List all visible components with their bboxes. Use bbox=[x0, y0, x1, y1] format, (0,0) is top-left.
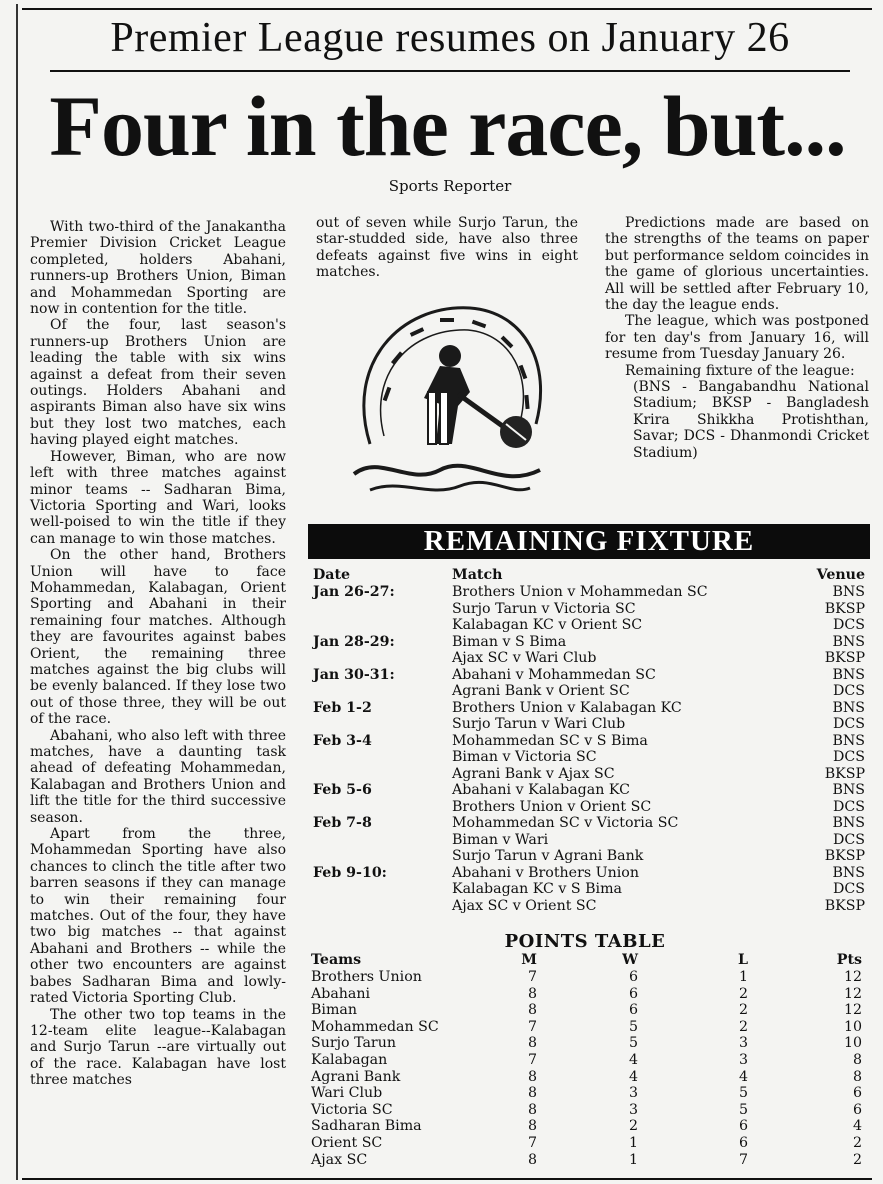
points-l: 3 bbox=[738, 1035, 748, 1052]
fixture-header-match: Match bbox=[452, 567, 503, 583]
points-pts: 10 bbox=[843, 1035, 862, 1052]
fixture-match: Agrani Bank v Ajax SC bbox=[452, 765, 615, 782]
points-w: 5 bbox=[628, 1018, 638, 1035]
fixture-match: Biman v Victoria SC bbox=[452, 749, 597, 765]
fixture-venue: DCS bbox=[833, 617, 865, 633]
league-logo bbox=[340, 294, 556, 504]
fixture-match: Kalabagan KC v S Bima bbox=[452, 881, 622, 897]
cricket-logo-icon bbox=[340, 294, 556, 504]
points-w: 6 bbox=[628, 1002, 638, 1019]
fixture-venue: BKSP bbox=[824, 600, 865, 617]
fixture-date: Feb 9-10: bbox=[313, 864, 387, 881]
fixture-match: Kalabagan KC v Orient SC bbox=[452, 617, 643, 633]
points-m: 7 bbox=[527, 1135, 537, 1151]
points-l: 2 bbox=[738, 1018, 748, 1035]
fixture-match: Surjo Tarun v Wari Club bbox=[452, 716, 626, 732]
points-m: 8 bbox=[527, 1101, 537, 1118]
fixture-venue: DCS bbox=[833, 798, 865, 815]
fixture-header-venue: Venue bbox=[816, 567, 865, 583]
points-w: 6 bbox=[628, 985, 638, 1002]
fixture-date: Jan 26-27: bbox=[313, 584, 395, 600]
paragraph: The other two top teams in the 12-team elite league--Kalabagan and Surjo Tarun --are virtually out of the race. Kalabagan have lost three matches bbox=[30, 1006, 286, 1089]
fixture-match: Mohammedan SC v Victoria SC bbox=[452, 815, 679, 831]
points-pts: 6 bbox=[852, 1085, 862, 1102]
points-pts: 4 bbox=[852, 1118, 862, 1135]
left-border-rule bbox=[16, 4, 18, 1180]
fixture-venue: BKSP bbox=[824, 765, 865, 782]
points-pts: 12 bbox=[843, 969, 862, 985]
points-team: Mohammedan SC bbox=[311, 1018, 439, 1035]
points-w: 4 bbox=[628, 1068, 638, 1085]
fixture-match: Abahani v Mohammedan SC bbox=[452, 666, 656, 683]
points-l: 5 bbox=[738, 1085, 748, 1102]
body-column-1 bbox=[30, 219, 286, 1089]
points-table-title: POINTS TABLE bbox=[504, 931, 666, 952]
points-team: Ajax SC bbox=[311, 1151, 368, 1168]
fixture-date: Feb 3-4 bbox=[313, 732, 372, 749]
fixture-date: Feb 1-2 bbox=[313, 699, 372, 716]
points-w: 5 bbox=[628, 1035, 638, 1052]
fixture-venue: DCS bbox=[833, 716, 865, 732]
paragraph: Abahani, who also left with three matches, have a daunting task ahead of defeating Mohammedan, Kalabagan and Brothers Union and lift the title for the third successive season. bbox=[30, 727, 286, 826]
points-team: Abahani bbox=[311, 985, 371, 1002]
points-m: 8 bbox=[527, 1035, 537, 1052]
fixture-venue: BNS bbox=[832, 864, 865, 881]
points-team: Agrani Bank bbox=[311, 1068, 401, 1085]
points-pts: 8 bbox=[852, 1068, 862, 1085]
fixture-date: Feb 7-8 bbox=[313, 815, 372, 831]
fixture-venue: BNS bbox=[832, 815, 865, 831]
fixture-match: Surjo Tarun v Agrani Bank bbox=[452, 848, 644, 864]
points-header-team: Teams bbox=[311, 952, 362, 968]
points-l: 3 bbox=[738, 1052, 748, 1068]
fixture-match: Agrani Bank v Orient SC bbox=[452, 683, 630, 699]
article-kicker: Premier League resumes on January 26 bbox=[110, 15, 790, 61]
points-team: Brothers Union bbox=[311, 969, 422, 985]
fixture-header-date: Date bbox=[313, 567, 351, 583]
paragraph: With two-third of the Janakantha Premier Division Cricket League completed, holders Abahani, runners-up Brothers Union, Biman and Mohammedan Sporting are now in contention for the title. bbox=[30, 219, 286, 318]
fixture-venue: BNS bbox=[832, 782, 865, 798]
fixture-venue: BNS bbox=[832, 633, 865, 650]
fixture-venue: BNS bbox=[832, 699, 865, 716]
paragraph: Predictions made are based on the strengths of the teams on paper but performance seldom coincides in the game of glorious uncertainties. All will be settled after February 10, the day the league ends. bbox=[605, 215, 869, 314]
points-l: 5 bbox=[738, 1101, 748, 1118]
fixture-venue: DCS bbox=[833, 881, 865, 897]
article-headline: Four in the race, but... bbox=[49, 78, 846, 174]
points-l: 7 bbox=[738, 1151, 748, 1168]
article-byline: Sports Reporter bbox=[388, 177, 512, 195]
points-l: 6 bbox=[738, 1135, 748, 1151]
fixture-venue: DCS bbox=[833, 683, 865, 699]
points-l: 2 bbox=[738, 1002, 748, 1019]
fixture-match: Mohammedan SC v S Bima bbox=[452, 732, 648, 749]
points-m: 7 bbox=[527, 969, 537, 985]
fixture-date: Feb 5-6 bbox=[313, 782, 372, 798]
fixture-venue: BKSP bbox=[824, 848, 865, 864]
points-m: 7 bbox=[527, 1052, 537, 1068]
paragraph: Apart from the three, Mohammedan Sporting have also chances to clinch the title after two barren seasons if they can manage to win their remaining four matches. Out of the four, they have two big matches -- that against Abahani and Brothers -- while the other two encounters are against babes Sadharan Bima and lowly-rated Victoria Sporting Club. bbox=[30, 826, 286, 1007]
points-header-w: W bbox=[622, 952, 638, 968]
points-header-pts: Pts bbox=[836, 952, 862, 968]
fixture-date: Jan 30-31: bbox=[313, 666, 395, 683]
points-pts: 2 bbox=[852, 1151, 862, 1168]
points-m: 8 bbox=[527, 1002, 537, 1019]
points-w: 1 bbox=[628, 1135, 638, 1151]
body-column-2 bbox=[316, 215, 578, 281]
points-m: 8 bbox=[527, 1118, 537, 1135]
points-team: Sadharan Bima bbox=[311, 1118, 422, 1135]
points-w: 4 bbox=[628, 1052, 638, 1068]
points-w: 1 bbox=[628, 1151, 638, 1168]
paragraph: out of seven while Surjo Tarun, the star-studded side, have also three defeats against five wins in eight matches. bbox=[316, 215, 578, 281]
points-l: 6 bbox=[738, 1118, 748, 1135]
fixture-venue: BNS bbox=[832, 584, 865, 600]
points-pts: 6 bbox=[852, 1101, 862, 1118]
points-l: 4 bbox=[738, 1068, 748, 1085]
fixture-match: Abahani v Kalabagan KC bbox=[452, 782, 630, 798]
points-pts: 8 bbox=[852, 1052, 862, 1068]
points-pts: 12 bbox=[843, 1002, 862, 1019]
fixture-banner: REMAINING FIXTURE bbox=[308, 524, 870, 559]
points-m: 7 bbox=[527, 1018, 537, 1035]
paragraph: On the other hand, Brothers Union will have to face Mohammedan, Kalabagan, Orient Sporting and Abahani in their remaining four matches. Although they are favourites against babes Orient, the remaining three matches against the big clubs will be evenly balanced. If they lose two out of those three, they will be out of the race. bbox=[30, 547, 286, 728]
points-team: Kalabagan bbox=[311, 1052, 388, 1068]
fixture-venue: BKSP bbox=[824, 897, 865, 914]
body-column-3 bbox=[605, 215, 869, 461]
fixture-match: Abahani v Brothers Union bbox=[452, 864, 639, 881]
paragraph: Remaining fixture of the league: bbox=[625, 362, 855, 379]
bottom-rule bbox=[22, 1178, 872, 1180]
points-w: 2 bbox=[628, 1118, 638, 1135]
fixture-match: Brothers Union v Orient SC bbox=[452, 798, 652, 815]
paragraph: Of the four, last season's runners-up Brothers Union are leading the table with six wins against a defeat from their seven outings. Holders Abahani and aspirants Biman also have six wins but they lost two matches, each having played eight matches. bbox=[30, 317, 286, 449]
fixture-match: Biman v Wari bbox=[452, 831, 549, 848]
fixture-match: Biman v S Bima bbox=[452, 633, 567, 650]
kicker-underline bbox=[50, 70, 850, 72]
points-m: 8 bbox=[527, 985, 537, 1002]
points-pts: 12 bbox=[843, 985, 862, 1002]
points-team: Orient SC bbox=[311, 1135, 383, 1151]
fixture-venue: BNS bbox=[832, 732, 865, 749]
points-header-l: L bbox=[738, 952, 748, 968]
fixture-venue: DCS bbox=[833, 831, 865, 848]
points-pts: 2 bbox=[852, 1135, 862, 1151]
fixture-match: Surjo Tarun v Victoria SC bbox=[452, 600, 636, 617]
fixture-venue: DCS bbox=[833, 749, 865, 765]
fixture-venue: BKSP bbox=[824, 650, 865, 666]
points-w: 6 bbox=[628, 969, 638, 985]
points-team: Biman bbox=[311, 1002, 358, 1019]
fixture-match: Ajax SC v Orient SC bbox=[452, 897, 597, 914]
points-w: 3 bbox=[628, 1085, 638, 1102]
points-m: 8 bbox=[527, 1068, 537, 1085]
points-pts: 10 bbox=[843, 1018, 862, 1035]
points-team: Surjo Tarun bbox=[311, 1035, 396, 1052]
points-m: 8 bbox=[527, 1151, 537, 1168]
points-team: Victoria SC bbox=[311, 1101, 393, 1118]
points-team: Wari Club bbox=[311, 1085, 383, 1102]
fixture-venue: BNS bbox=[832, 666, 865, 683]
paragraph: The league, which was postponed for ten day's from January 16, will resume from Tuesday January 26. bbox=[605, 313, 869, 363]
points-header-m: M bbox=[521, 952, 537, 968]
points-m: 8 bbox=[527, 1085, 537, 1102]
fixture-match: Brothers Union v Kalabagan KC bbox=[452, 699, 682, 716]
fixture-date: Jan 28-29: bbox=[313, 633, 395, 650]
venue-key: (BNS - Bangabandhu National Stadium; BKSP - Bangladesh Krira Shikkha Protishthan, Savar; DCS - Dhanmondi Cricket Stadium) bbox=[633, 379, 869, 461]
top-rule bbox=[22, 8, 872, 10]
paragraph: However, Biman, who are now left with three matches against minor teams -- Sadharan Bima, Victoria Sporting and Wari, looks well-poised to win the title if they can manage to win those matches. bbox=[30, 448, 286, 547]
points-l: 1 bbox=[738, 969, 748, 985]
points-w: 3 bbox=[628, 1101, 638, 1118]
fixture-match: Ajax SC v Wari Club bbox=[452, 650, 597, 666]
points-l: 2 bbox=[738, 985, 748, 1002]
fixture-match: Brothers Union v Mohammedan SC bbox=[452, 584, 708, 600]
